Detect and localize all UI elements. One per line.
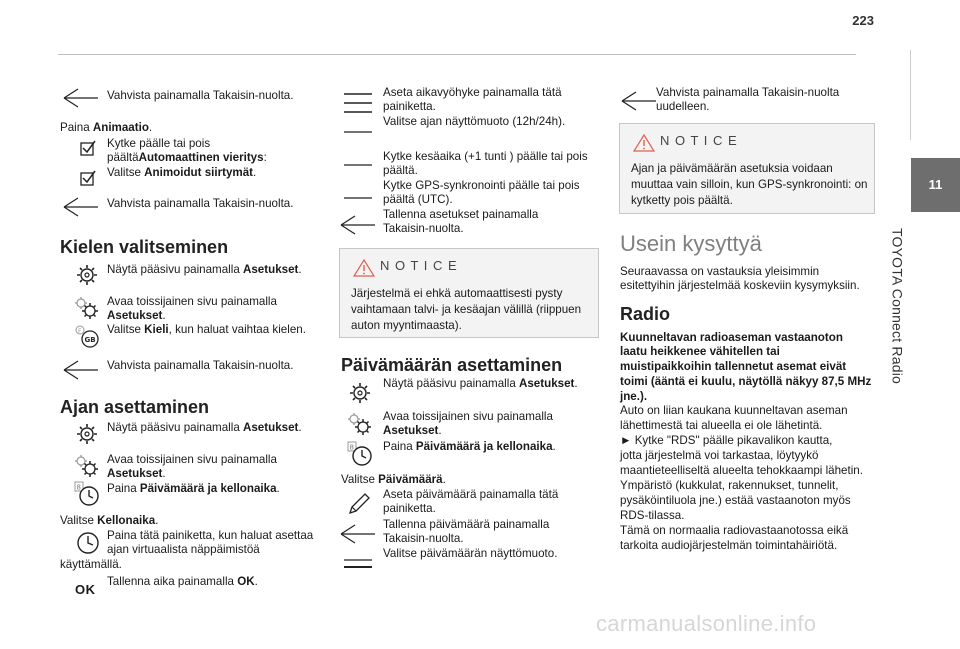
checkbox-icon (78, 138, 98, 158)
col2-save-line2: Takaisin-nuolta. (383, 222, 464, 235)
col2-save-line1: Tallenna asetukset painamalla (383, 208, 539, 221)
faq-answer-line2: lähettimestä tai alueella ei ole lähetintä. (620, 419, 823, 432)
col1-back-confirm: Vahvista painamalla Takaisin-nuolta. (107, 89, 294, 102)
col1-kytke-line2: päältäAutomaattinen vieritys: (107, 151, 267, 164)
chapter-title-text: TOYOTA Connect Radio (889, 228, 906, 384)
back-arrow-icon (60, 357, 100, 383)
toggle-line-icon (341, 128, 375, 136)
side-divider (910, 50, 911, 140)
col1-lang-select: Valitse Kieli, kun haluat vaihtaa kielen. (107, 323, 306, 336)
back-arrow-icon (60, 194, 100, 220)
faq-answer-line10: tarkoita audiojärjestelmän toimintahäiriötä. (620, 539, 838, 552)
settings-gears-icon (72, 452, 102, 480)
clock-icon (72, 529, 102, 557)
col3-back-line2: uudelleen. (656, 100, 710, 113)
chapter-tab: 11 (911, 158, 960, 212)
faq-answer-line7: pysäköintiluola jne.) estää vastaanoton myös (620, 494, 851, 507)
col2-dsave-line2: Takaisin-nuolta. (383, 532, 464, 545)
col1-paina-animaatio: Paina Animaatio. (60, 121, 153, 134)
notice-text: Järjestelmä ei ehkä automaattisesti pysty vaihtamaan talvi- ja kesäajan välillä (riippuen auton myyntimaasta). (351, 287, 582, 332)
back-arrow-icon (337, 521, 377, 547)
col2-gps-line2: päältä (UTC). (383, 193, 453, 206)
chapter-title (880, 208, 920, 448)
faq-question-line3: muistipaikkoihin tallennetut asemat eivät (620, 360, 847, 373)
warning-icon (352, 258, 376, 278)
col2-date-sec2: Asetukset. (383, 424, 442, 437)
col2-dst-line2: päältä. (383, 164, 418, 177)
pencil-icon (345, 490, 373, 518)
heading-language: Kielen valitseminen (60, 237, 229, 257)
notice-title: N O T I C E (660, 133, 738, 148)
back-arrow-icon (337, 212, 377, 238)
col1-ok-save: Tallenna aika painamalla OK. (107, 575, 258, 588)
gear-icon (347, 380, 373, 406)
faq-answer-line5: maantieteelliseltä alueelta tehokkaampi lähetin. (620, 464, 863, 477)
faq-question-line2: laatu heikkenee vähitellen tai (620, 345, 780, 358)
col2-date-paina: Paina Päivämäärä ja kellonaika. (383, 440, 556, 453)
faq-answer-line3: ► Kytke "RDS" päälle pikavalikon kautta, (620, 434, 833, 447)
gear-icon (74, 421, 100, 447)
ok-icon: OK (75, 582, 96, 597)
clock-icon (345, 440, 375, 468)
col1-keyboard-line3: käyttämällä. (60, 558, 122, 571)
heading-radio: Radio (620, 304, 671, 324)
col2-dst-line1: Kytke kesäaika (+1 tunti ) päälle tai pois (383, 150, 588, 163)
col2-time-format: Valitse ajan näyttömuoto (12h/24h). (383, 115, 566, 128)
watermark: carmanualsonline.info (596, 611, 817, 636)
settings-gears-icon (345, 410, 375, 438)
col2-valitse-paivamaara: Valitse Päivämäärä. (341, 473, 446, 486)
warning-icon (632, 133, 656, 153)
col3-back-line1: Vahvista painamalla Takaisin-nuolta (656, 86, 840, 99)
heading-date: Päivämäärän asettaminen (341, 355, 563, 375)
faq-answer-line8: RDS-tilassa. (620, 509, 685, 522)
col2-date-home: Näytä pääsivu painamalla Asetukset. (383, 377, 578, 390)
col2-pen-line2: painiketta. (383, 502, 436, 515)
heading-time: Ajan asettaminen (60, 397, 210, 417)
faq-question-line5: jne.). (620, 390, 648, 403)
col1-lang-home: Näytä pääsivu painamalla Asetukset. (107, 263, 302, 276)
col1-time-sec2: Asetukset. (107, 467, 166, 480)
svg-text:F: F (78, 328, 82, 335)
col1-back-confirm-3: Vahvista painamalla Takaisin-nuolta. (107, 359, 294, 372)
timezone-list-icon (341, 90, 375, 116)
faq-intro-line2: esitettyihin järjestelmää koskeviin kysymyksiin. (620, 279, 860, 292)
faq-answer-line4: jotta järjestelmä voi tarkastaa, löytyykö (620, 449, 819, 462)
col1-keyboard-line2: ajan virtuaalista näppäimistöä (107, 543, 260, 556)
notice-box-sync (619, 123, 875, 214)
col2-tz-line1: Aseta aikavyöhyke painamalla tätä (383, 86, 562, 99)
svg-text:8: 8 (76, 483, 81, 492)
col1-back-confirm-2: Vahvista painamalla Takaisin-nuolta. (107, 197, 294, 210)
col2-date-format: Valitse päivämäärän näyttömuoto. (383, 547, 558, 560)
settings-gears-icon (72, 294, 102, 322)
toggle-line-icon (341, 194, 375, 202)
faq-answer-line9: Tämä on normaalia radiovastaanotossa eikä (620, 524, 849, 537)
col1-time-paina: Paina Päivämäärä ja kellonaika. (107, 482, 280, 495)
language-icon (72, 322, 102, 350)
notice-title: N O T I C E (380, 258, 458, 273)
notice-text: Ajan ja päivämäärän asetuksia voidaan muuttaa vain silloin, kun GPS-synkronointi: on kytketty pois päältä. (631, 162, 868, 207)
col2-gps-line1: Kytke GPS-synkronointi päälle tai pois (383, 179, 580, 192)
date-format-icon (341, 557, 375, 571)
faq-intro-line1: Seuraavassa on vastauksia yleisimmin (620, 265, 820, 278)
top-divider (58, 54, 856, 55)
clock-icon (72, 480, 102, 508)
heading-faq: Usein kysyttyä (620, 231, 762, 256)
col1-time-sec1: Avaa toissijainen sivu painamalla (107, 453, 277, 466)
col2-tz-line2: painiketta. (383, 100, 436, 113)
back-arrow-icon (618, 88, 658, 114)
col2-dsave-line1: Tallenna päivämäärä painamalla (383, 518, 550, 531)
col2-pen-line1: Aseta päivämäärä painamalla tätä (383, 488, 559, 501)
col1-keyboard-line1: Paina tätä painiketta, kun haluat asettaa (107, 529, 314, 542)
svg-text:GB: GB (84, 336, 96, 344)
faq-answer-line6: Ympäristö (kukkulat, rakennukset, tunnelit, (620, 479, 839, 492)
col1-valitse-kellonaika: Valitse Kellonaika. (60, 514, 159, 527)
col1-lang-sec2: Asetukset. (107, 309, 166, 322)
col2-date-sec1: Avaa toissijainen sivu painamalla (383, 410, 553, 423)
faq-answer-line1: Auto on liian kaukana kuunneltavan aseman (620, 404, 848, 417)
col1-lang-sec1: Avaa toissijainen sivu painamalla (107, 295, 277, 308)
svg-text:8: 8 (349, 443, 354, 452)
gear-icon (74, 262, 100, 288)
checkbox-icon (78, 168, 98, 188)
back-arrow-icon (60, 85, 100, 111)
page-number: 223 (852, 13, 874, 28)
faq-question-line1: Kuunneltavan radioaseman vastaanoton (620, 331, 843, 344)
faq-question-line4: toimi (ääntä ei kuulu, näytöllä näkyy 87,5 MHz (620, 375, 872, 388)
col1-time-home: Näytä pääsivu painamalla Asetukset. (107, 421, 302, 434)
col1-kytke-line1: Kytke päälle tai pois (107, 137, 211, 150)
notice-box-dst (339, 248, 599, 338)
toggle-line-icon (341, 161, 375, 169)
col1-valitse-animoidut: Valitse Animoidut siirtymät. (107, 166, 257, 179)
